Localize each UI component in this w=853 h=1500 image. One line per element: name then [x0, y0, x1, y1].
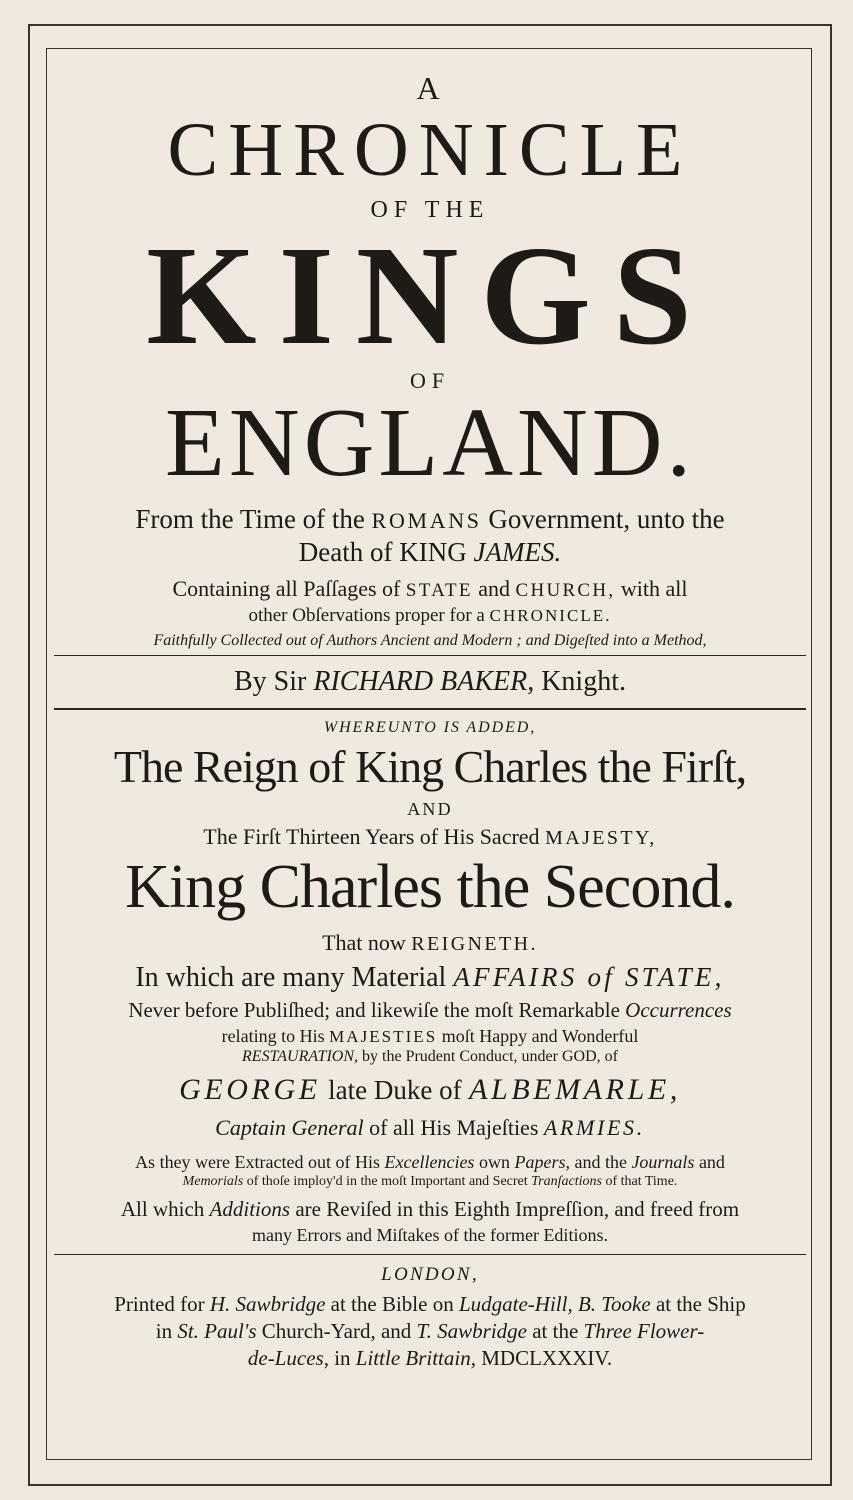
affairs-text: Never before Publiſhed; and likewiſe the moſt Remarkable	[128, 998, 620, 1022]
majesty-word: MAJESTY,	[545, 827, 657, 849]
divider	[54, 655, 806, 656]
armies-word: ARMIES.	[543, 1115, 645, 1140]
reign-first-line: The Reign of King Charles the Firſt,	[113, 741, 747, 792]
captain-general-word: Captain General	[215, 1115, 364, 1140]
first-thirteen-line	[50, 826, 810, 848]
imprint-text: Church-Yard, and	[261, 1319, 412, 1343]
imprint-line-1	[50, 1294, 810, 1315]
extracted-text: and	[698, 1152, 725, 1172]
whereunto-line: WHEREUNTO IS ADDED,	[323, 719, 537, 736]
imprint-text: Printed for	[114, 1292, 205, 1316]
imprint-tooke: B. Tooke	[577, 1292, 651, 1316]
george-line	[50, 1075, 810, 1105]
and-line: AND	[407, 799, 453, 819]
affairs-line-1	[50, 964, 810, 992]
imprint-london: LONDON,	[381, 1264, 479, 1285]
author-by: By Sir	[234, 666, 307, 697]
imprint-text: in	[155, 1319, 173, 1343]
extracted-text: of that Time.	[605, 1174, 678, 1189]
reigneth-word: REIGNETH.	[411, 933, 538, 955]
containing-text: and	[478, 576, 511, 601]
captain-general-line	[50, 1117, 810, 1139]
title-a: A	[416, 70, 444, 106]
faithfully-line: Faithfully Collected out of Authors Ancient and Modern ; and Digeſted into a Method,	[153, 632, 707, 649]
george-word: GEORGE	[179, 1073, 321, 1106]
imprint-st-pauls: St. Paul's	[177, 1319, 257, 1343]
occurrences-word: Occurrences	[625, 998, 732, 1022]
containing-chronicle: CHRONICLE.	[489, 606, 612, 625]
extracted-text: and the	[574, 1152, 627, 1172]
author-knight: Knight.	[541, 666, 626, 697]
affairs-text: relating to His	[221, 1026, 325, 1046]
containing-state: STATE	[405, 580, 473, 601]
subtitle-james: JAMES.	[473, 537, 562, 567]
transactions-word: Tranſactions	[531, 1174, 602, 1189]
restauration-word: RESTAURATION,	[242, 1048, 359, 1065]
albemarle-word: ALBEMARLE,	[469, 1073, 681, 1106]
journals-word: Journals	[631, 1152, 695, 1172]
imprint-de-luces: de-Luces,	[247, 1346, 329, 1370]
additions-word: Additions	[209, 1197, 291, 1221]
affairs-line-3	[50, 1027, 810, 1045]
imprint-three-flower: Three Flower-	[583, 1319, 705, 1343]
author-line	[50, 668, 810, 696]
author-name: RICHARD BAKER,	[313, 666, 535, 697]
imprint-ludgate: Ludgate-Hill,	[458, 1292, 573, 1316]
subtitle-text: Government, unto the	[488, 504, 725, 534]
revised-line-2: many Errors and Miſtakes of the former Editions.	[252, 1225, 608, 1245]
subtitle-text: From the Time of the	[135, 504, 365, 534]
affairs-text: In which are many Material	[135, 962, 447, 993]
divider	[54, 1254, 806, 1255]
title-kings: KINGS	[146, 216, 714, 374]
affairs-line-4	[50, 1049, 810, 1065]
majesties-word: MAJESTIES	[329, 1027, 438, 1046]
revised-line-1	[50, 1199, 810, 1220]
affairs-text: by the Prudent Conduct, under GOD, of	[362, 1048, 618, 1065]
title-of: OF	[409, 368, 451, 393]
imprint-text: in	[334, 1346, 351, 1370]
imprint-little-brittain: Little Brittain,	[355, 1346, 476, 1370]
imprint-date: MDCLXXXIV.	[481, 1346, 613, 1370]
now-reigneth-line	[50, 932, 810, 954]
extracted-text: own	[478, 1152, 510, 1172]
papers-word: Papers,	[514, 1152, 570, 1172]
excellencies-word: Excellencies	[384, 1152, 475, 1172]
now-reigneth-text: That now	[322, 930, 406, 955]
containing-text: Containing all Paſſages of	[172, 576, 401, 601]
imprint-line-2	[50, 1321, 810, 1342]
subtitle-line-2	[50, 539, 810, 566]
extracted-text: of thoſe imploy'd in the moſt Important and Secret	[246, 1174, 528, 1189]
subtitle-text: Death of KING	[298, 537, 467, 567]
imprint-text: at the Bible on	[330, 1292, 454, 1316]
late-duke-text: late Duke of	[328, 1075, 462, 1105]
containing-line-1	[50, 578, 810, 600]
affairs-line-2	[50, 1000, 810, 1021]
containing-church: CHURCH,	[515, 580, 616, 601]
divider	[54, 708, 806, 710]
containing-text: other Obſervations proper for a	[248, 605, 485, 626]
first-thirteen-text: The Firſt Thirteen Years of His Sacred	[203, 824, 540, 849]
containing-text: with all	[620, 576, 688, 601]
revised-text: are Reviſed in this Eighth Impreſſion, and freed from	[295, 1197, 740, 1221]
subtitle-romans: ROMANS	[371, 508, 482, 533]
imprint-t-sawbridge: T. Sawbridge	[416, 1319, 527, 1343]
imprint-text: at the Ship	[655, 1292, 746, 1316]
title-of-the: OF THE	[370, 197, 490, 223]
containing-line-2	[50, 606, 810, 625]
imprint-sawbridge: H. Sawbridge	[209, 1292, 326, 1316]
affairs-text: moſt Happy and Wonderful	[441, 1026, 639, 1046]
extracted-line-2	[50, 1175, 810, 1189]
subtitle-line-1	[50, 506, 810, 533]
memorials-word: Memorials	[182, 1174, 244, 1189]
title-chronicle: CHRONICLE	[167, 108, 693, 192]
imprint-line-3	[50, 1348, 810, 1369]
affairs-of-state: AFFAIRS of STATE,	[453, 962, 725, 992]
imprint-text: at the	[532, 1319, 579, 1343]
extracted-line-1	[50, 1153, 810, 1171]
extracted-text: As they were Extracted out of His	[135, 1152, 380, 1172]
charles-second-line: King Charles the Second.	[125, 853, 735, 921]
title-page	[50, 50, 810, 1456]
revised-text: All which	[120, 1197, 205, 1221]
title-england: ENGLAND.	[164, 389, 696, 497]
of-all-text: of all His Majeſties	[369, 1115, 539, 1140]
